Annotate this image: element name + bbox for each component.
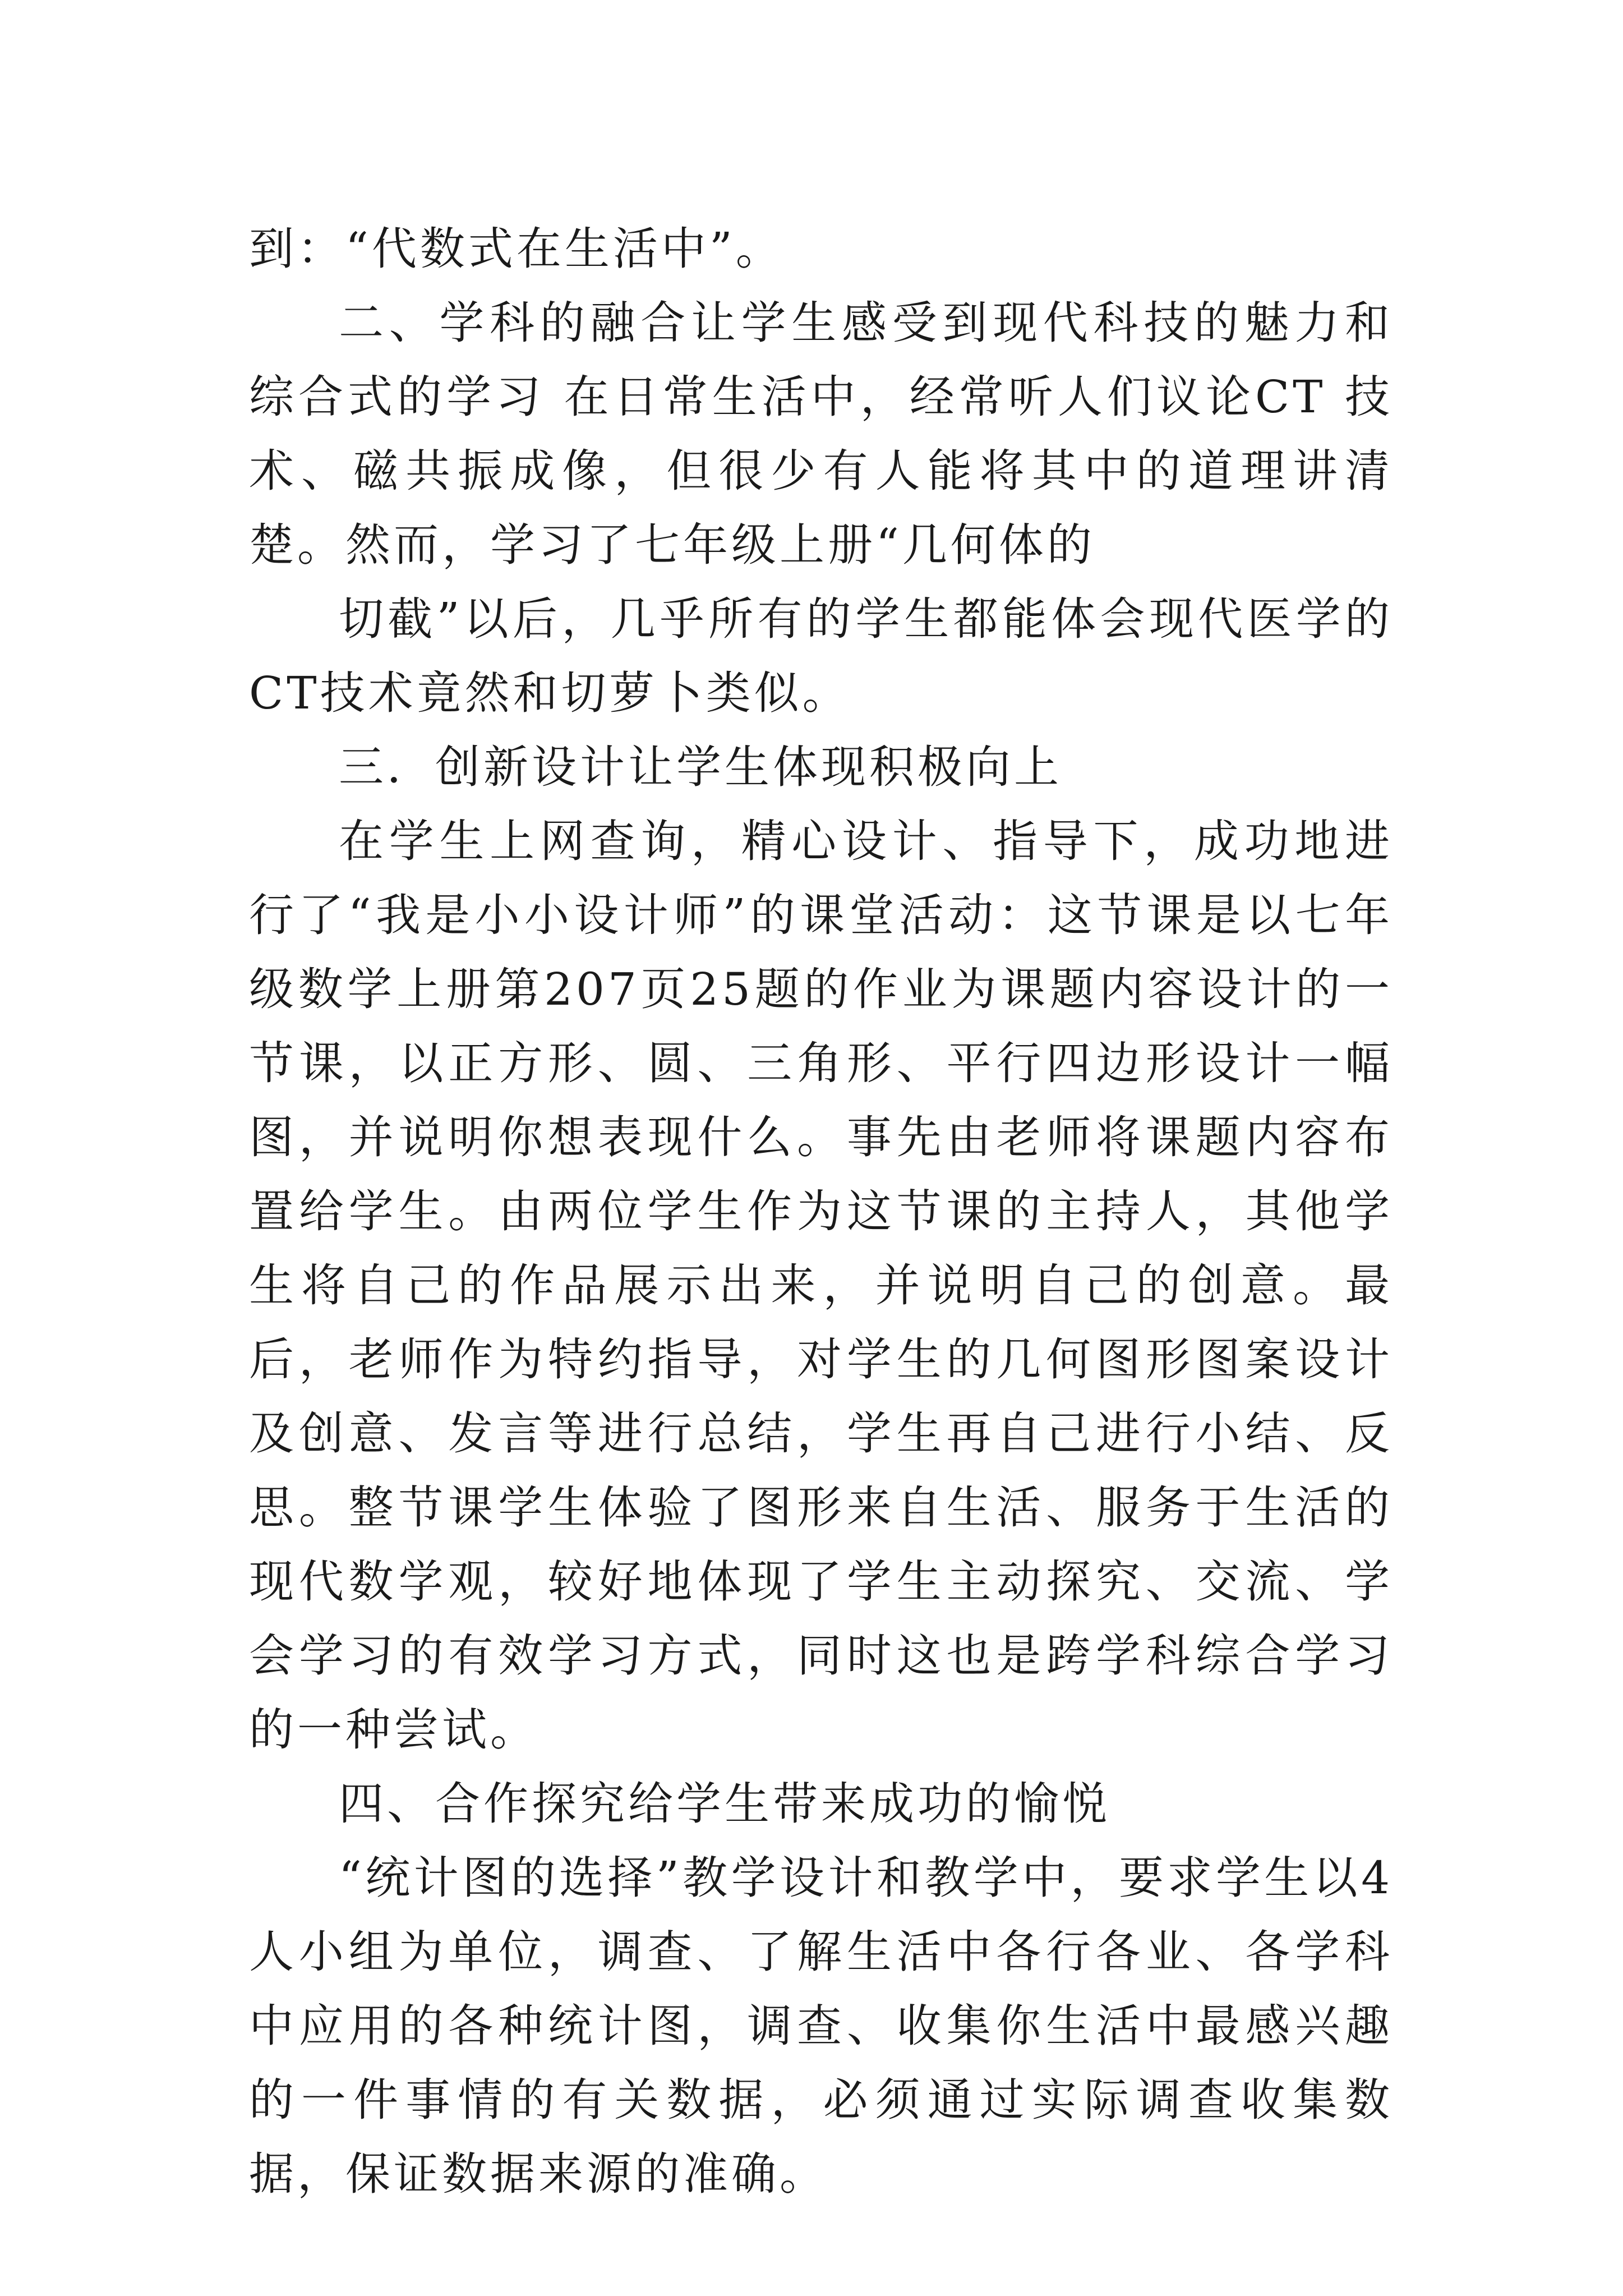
paragraph-4-heading: 三．创新设计让学生体现积极向上: [339, 741, 1062, 793]
paragraph-2: 二、学科的融合让学生感受到现代科技的魅力和综合式的学习 在日常生活中，经常听人们议论CT 技术、磁共振成像，但很少有人能将其中的道理讲清楚。然而，学习了七年级上册“几何体的: [249, 297, 1393, 571]
paragraph-1: 到：“代数式在生活中”。: [249, 223, 784, 275]
paragraph-3: 切截”以后，几乎所有的学生都能体会现代医学的CT技术竟然和切萝卜类似。: [249, 593, 1393, 719]
paragraph-5: 在学生上网查询，精心设计、指导下，成功地进行了“我是小小设计师”的课堂活动：这节课是以七年级数学上册第207页25题的作业为课题内容设计的一节课，以正方形、圆、三角形、平行四边形设计一幅图，并说明你想表现什么。事先由老师将课题内容布置给学生。由两位学生作为这节课的主持人，其他学生将自己的作品展示出来，并说明自己的创意。最后，老师作为特约指导，对学生的几何图形图案设计及创意、发言等进行总结，学生再自己进行小结、反思。整节课学生体验了图形来自生活、服务于生活的现代数学观，较好地体现了学生主动探究、交流、学会学习的有效学习方式，同时这也是跨学科综合学习的一种尝试。: [249, 815, 1393, 1756]
document-body: [249, 212, 1393, 2211]
paragraph-7: “统计图的选择”教学设计和教学中，要求学生以4人小组为单位，调查、了解生活中各行各业、各学科中应用的各种统计图，调查、收集你生活中最感兴趣的一件事情的有关数据，必须通过实际调查收集数据，保证数据来源的准确。: [249, 1852, 1393, 2200]
paragraph-6-heading: 四、合作探究给学生带来成功的愉悦: [339, 1778, 1110, 1830]
